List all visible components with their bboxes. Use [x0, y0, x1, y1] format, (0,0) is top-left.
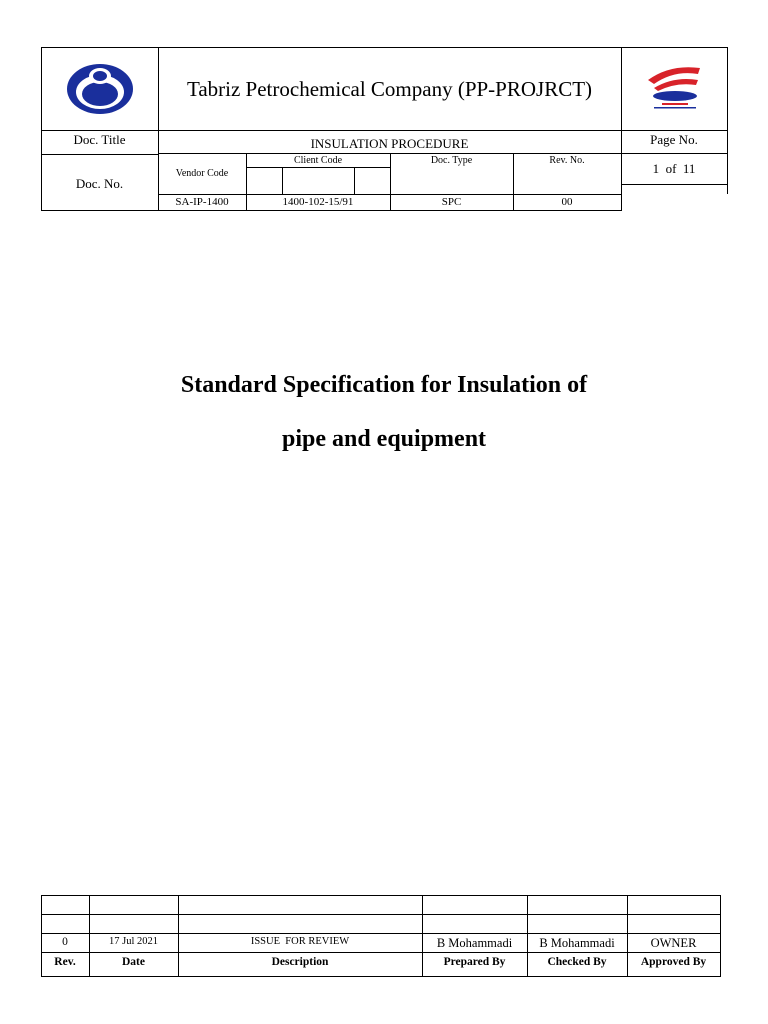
- client-code-value: 1400-102-15/91: [282, 196, 354, 208]
- company-name: Tabriz Petrochemical Company (PP-PROJRCT): [186, 77, 593, 101]
- rev-row-rev: 0: [62, 936, 68, 948]
- doc-title-label: Doc. Title: [73, 132, 126, 147]
- vendor-code-value: SA-IP-1400: [175, 196, 229, 208]
- document-title-line-1: Standard Specification for Insulation of: [180, 372, 588, 398]
- rev-row-description: ISSUE FOR REVIEW: [250, 936, 350, 947]
- doc-title: INSULATION PROCEDURE: [310, 136, 469, 151]
- rev-header-description: Description: [271, 956, 329, 968]
- rev-row-prepared-by: B Mohammadi: [436, 936, 513, 950]
- rev-header-prepared-by: Prepared By: [443, 956, 506, 968]
- vendor-code-label: Vendor Code: [175, 168, 229, 179]
- page-no-label: Page No.: [650, 132, 698, 147]
- rev-row-checked-by: B Mohammadi: [539, 936, 615, 950]
- rev-header-date: Date: [122, 956, 145, 968]
- rev-row-date: 17 Jul 2021: [108, 936, 158, 947]
- rev-header-checked-by: Checked By: [547, 956, 607, 968]
- tpc-logo-icon: [640, 58, 710, 114]
- company-logo-icon: [64, 62, 136, 116]
- document-title-line-2: pipe and equipment: [281, 426, 487, 452]
- doc-type-value: SPC: [441, 196, 462, 208]
- rev-no-label: Rev. No.: [549, 155, 585, 166]
- rev-header-rev: Rev.: [54, 956, 76, 968]
- rev-header-approved-by: Approved By: [640, 956, 707, 968]
- page-number: 1 of 11: [652, 161, 696, 176]
- rev-no-value: 00: [561, 196, 573, 208]
- doc-no-label: Doc. No.: [75, 176, 124, 191]
- doc-type-label: Doc. Type: [430, 155, 473, 166]
- client-code-label: Client Code: [293, 155, 343, 166]
- rev-row-approved-by: OWNER: [650, 936, 697, 950]
